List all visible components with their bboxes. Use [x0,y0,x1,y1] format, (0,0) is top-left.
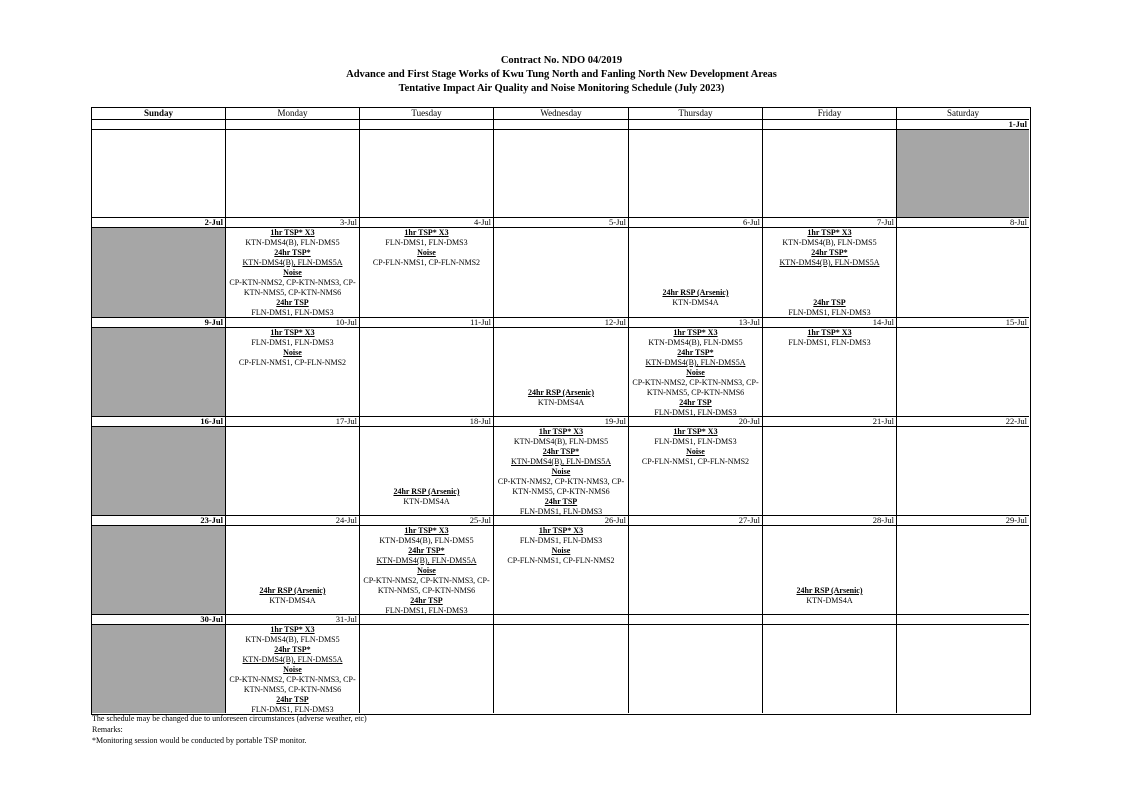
day-header-friday: Friday [763,108,897,120]
monitoring-entry: 24hr RSP (Arsenic) KTN-DMS4A [393,487,460,506]
calendar-cell-shaded [92,427,226,516]
date-label: 31-Jul [226,615,360,625]
calendar-cell [897,526,1029,615]
monitoring-entry: 1hr TSP* X3 FLN-DMS1, FLN-DMS3 [788,328,871,347]
day-header-thursday: Thursday [629,108,763,120]
day-header-sunday: Sunday [92,108,226,120]
calendar-cell [763,228,897,318]
calendar-cell [897,427,1029,516]
calendar-cell [92,130,226,218]
calendar-cell [897,625,1029,713]
monitoring-entry: 24hr RSP (Arsenic) KTN-DMS4A [527,388,595,407]
monitoring-entry: 24hr TSP FLN-DMS1, FLN-DMS3 [788,298,871,317]
calendar-cell [360,526,494,615]
date-label: 24-Jul [226,516,360,526]
date-label: 5-Jul [494,218,629,228]
day-header-saturday: Saturday [897,108,1029,120]
schedule-title [0,54,1123,96]
calendar-cell [226,228,360,318]
remarks-label: Remarks: [92,725,123,734]
date-label: 4-Jul [360,218,494,228]
date-label: 13-Jul [629,318,763,328]
calendar-cell [226,526,360,615]
calendar-cell [494,228,629,318]
date-label: 23-Jul [92,516,226,526]
date-label: 29-Jul [897,516,1029,526]
calendar-cell [360,328,494,417]
date-label [629,120,763,130]
footnotes [92,713,367,746]
date-label: 7-Jul [763,218,897,228]
monitoring-entry: 1hr TSP* X3 KTN-DMS4(B), FLN-DMS5 24hr TSP* KTN-DMS4(B), FLN-DMS5A Noise CP-KTN-NMS2, CP-KTN-NMS3, CP- KTN-NMS5, CP-KTN-NMS6 24hr TSP FLN-DMS1, FLN-DMS3 [229,228,356,317]
monitoring-calendar [91,107,1031,715]
portable-monitor-note: *Monitoring session would be conducted by portable TSP monitor. [92,736,307,745]
calendar-cell [494,625,629,713]
date-label: 2-Jul [92,218,226,228]
calendar-cell [226,130,360,218]
calendar-cell-shaded [92,328,226,417]
monitoring-entry: 1hr TSP* X3 FLN-DMS1, FLN-DMS3 Noise CP-FLN-NMS1, CP-FLN-NMS2 [507,526,615,565]
date-label [763,615,897,625]
calendar-cell [763,625,897,713]
contract-number: Contract No. NDO 04/2019 [500,55,623,66]
date-label: 16-Jul [92,417,226,427]
date-label: 1-Jul [897,120,1029,130]
calendar-cell [629,427,763,516]
monitoring-entry: 1hr TSP* X3 KTN-DMS4(B), FLN-DMS5 24hr TSP* KTN-DMS4(B), FLN-DMS5A [779,228,880,267]
monitoring-entry: 1hr TSP* X3 FLN-DMS1, FLN-DMS3 Noise CP-FLN-NMS1, CP-FLN-NMS2 [238,328,347,367]
calendar-cell [226,625,360,713]
calendar-cell-shaded [92,228,226,318]
calendar-cell [629,526,763,615]
calendar-cell [629,228,763,318]
date-label: 17-Jul [226,417,360,427]
date-label: 19-Jul [494,417,629,427]
monitoring-entry: 24hr RSP (Arsenic) KTN-DMS4A [796,586,863,605]
calendar-cell [763,427,897,516]
schedule-change-note: The schedule may be changed due to unforeseen circumstances (adverse weather, etc) [92,714,367,723]
date-label: 8-Jul [897,218,1029,228]
date-label [92,120,226,130]
calendar-cell-shaded [92,526,226,615]
date-label: 18-Jul [360,417,494,427]
calendar-cell-shaded [897,130,1029,218]
date-label [360,615,494,625]
calendar-cell [763,526,897,615]
date-label: 22-Jul [897,417,1029,427]
calendar-cell [763,328,897,417]
calendar-cell [494,130,629,218]
date-label [629,615,763,625]
monitoring-entry: 24hr RSP (Arsenic) KTN-DMS4A [259,586,326,605]
day-header-monday: Monday [226,108,360,120]
calendar-cell [897,228,1029,318]
date-label: 25-Jul [360,516,494,526]
date-label: 11-Jul [360,318,494,328]
monitoring-entry: 1hr TSP* X3 FLN-DMS1, FLN-DMS3 Noise CP-FLN-NMS1, CP-FLN-NMS2 [641,427,750,466]
monitoring-entry: 1hr TSP* X3 KTN-DMS4(B), FLN-DMS5 24hr TSP* KTN-DMS4(B), FLN-DMS5A Noise CP-KTN-NMS2, CP-KTN-NMS3, CP- KTN-NMS5, CP-KTN-NMS6 24hr TSP FLN-DMS1, FLN-DMS3 [229,625,356,714]
date-label [763,120,897,130]
calendar-cell [629,625,763,713]
date-label: 14-Jul [763,318,897,328]
calendar-cell [360,427,494,516]
calendar-cell [360,130,494,218]
date-label [360,120,494,130]
date-label: 9-Jul [92,318,226,328]
calendar-cell [897,328,1029,417]
date-label: 28-Jul [763,516,897,526]
project-title: Advance and First Stage Works of Kwu Tung North and Fanling North New Development Areas [346,69,777,80]
calendar-cell [494,427,629,516]
calendar-cell-shaded [92,625,226,713]
calendar-cell [629,130,763,218]
date-label: 26-Jul [494,516,629,526]
schedule-subtitle: Tentative Impact Air Quality and Noise Monitoring Schedule (July 2023) [398,83,725,94]
date-label: 30-Jul [92,615,226,625]
calendar-cell [226,427,360,516]
date-label: 20-Jul [629,417,763,427]
calendar-cell [360,625,494,713]
monitoring-entry: 1hr TSP* X3 KTN-DMS4(B), FLN-DMS5 24hr TSP* KTN-DMS4(B), FLN-DMS5A Noise CP-KTN-NMS2, CP-KTN-NMS3, CP- KTN-NMS5, CP-KTN-NMS6 24hr TSP FLN-DMS1, FLN-DMS3 [497,427,625,516]
date-label [226,120,360,130]
calendar-cell [494,328,629,417]
calendar-cell [763,130,897,218]
day-header-tuesday: Tuesday [360,108,494,120]
date-label: 10-Jul [226,318,360,328]
date-label: 15-Jul [897,318,1029,328]
monitoring-entry: 24hr RSP (Arsenic) KTN-DMS4A [662,288,729,307]
calendar-cell [226,328,360,417]
date-label: 12-Jul [494,318,629,328]
date-label: 6-Jul [629,218,763,228]
day-header-wednesday: Wednesday [494,108,629,120]
date-label [494,615,629,625]
date-label: 21-Jul [763,417,897,427]
monitoring-entry: 1hr TSP* X3 KTN-DMS4(B), FLN-DMS5 24hr TSP* KTN-DMS4(B), FLN-DMS5A Noise CP-KTN-NMS2, CP-KTN-NMS3, CP- KTN-NMS5, CP-KTN-NMS6 24hr TSP FLN-DMS1, FLN-DMS3 [363,526,490,615]
date-label: 3-Jul [226,218,360,228]
date-label [494,120,629,130]
calendar-cell [494,526,629,615]
monitoring-entry: 1hr TSP* X3 KTN-DMS4(B), FLN-DMS5 24hr TSP* KTN-DMS4(B), FLN-DMS5A Noise CP-KTN-NMS2, CP-KTN-NMS3, CP- KTN-NMS5, CP-KTN-NMS6 24hr TSP FLN-DMS1, FLN-DMS3 [632,328,759,417]
calendar-cell [629,328,763,417]
monitoring-entry: 1hr TSP* X3 FLN-DMS1, FLN-DMS3 Noise CP-FLN-NMS1, CP-FLN-NMS2 [372,228,481,267]
date-label: 27-Jul [629,516,763,526]
date-label [897,615,1029,625]
calendar-cell [360,228,494,318]
